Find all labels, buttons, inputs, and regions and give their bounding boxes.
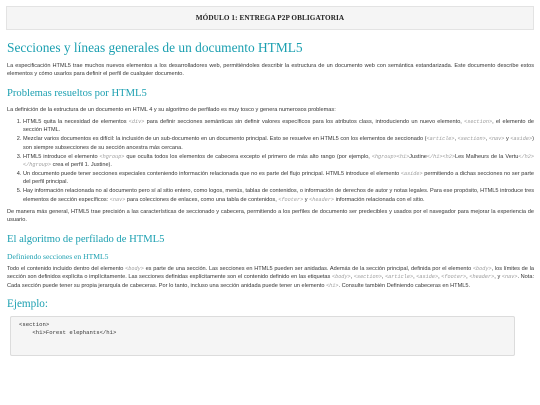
code-snippet: <section> (464, 119, 493, 125)
code-snippet: </h2></hgroup> (23, 153, 534, 169)
list-item: 2. Mezclar varios documentos es difícil: la inclusión de un sub-documento en un documento principal. Esto se resuelve en HTML5 con los elementos de seccionado (<article>, <section>, <nav> y <aside>) son siempre subsecciones de su sección ancestra más cercana. (23, 135, 534, 152)
code-snippet: <nav> (501, 274, 518, 281)
code-snippet: <footer> (278, 196, 304, 203)
code-snippet: <header> (469, 274, 495, 281)
code-snippet: <aside> (510, 136, 533, 143)
section-title-problems: Problemas resueltos por HTML5 (7, 87, 147, 99)
code-snippet: <div> (128, 119, 145, 125)
code-example-box (10, 316, 515, 356)
code-line: <h1>Forest elephants</h1> (19, 329, 117, 337)
problems-intro: La definición de la estructura de un documento en HTML 4 y su algoritmo de perfilado es muy tosco y genera numerosos problemas: (7, 106, 336, 113)
module-header-bar (6, 6, 534, 30)
code-snippet: <body> (125, 265, 144, 272)
code-snippet: <aside> (416, 274, 439, 281)
list-item: 3. HTML5 introduce el elemento <hgroup> que oculta todos los elementos de cabecera excepto el primero de más alto rango (por ejemplo, <hgroup><h1>Justine</h1><h2>Les Malheurs de la Vertu</h2></hgroup> crea el perfil 1. Justine). (23, 153, 534, 170)
problems-outro: De manera más general, HTML5 trae precisión a las características de seccionado y cabecera, permitiendo a los perfiles de documento ser predecibles y usados por el navegador para mejorar la experiencia de usuario. (7, 209, 534, 224)
section-title-algorithm: El algoritmo de perfilado de HTML5 (7, 233, 165, 245)
example-title: Ejemplo: (7, 297, 49, 310)
code-snippet: <h1> (326, 282, 339, 289)
code-line: <section> (19, 321, 50, 329)
problems-list (7, 118, 534, 204)
list-item: 1. HTML5 quita la necesidad de elementos <div> para definir secciones semánticas sin definir valores específicos para los atributos class, introduciendo un nuevo elemento, <section>, el elemento de sección HTML. (23, 118, 534, 135)
section-title-main: Secciones y líneas generales de un documento HTML5 (7, 40, 303, 55)
subsection-title-defining: Definiendo secciones en HTML5 (7, 251, 109, 261)
code-snippet: <header> (309, 196, 335, 203)
code-snippet: <body> (472, 265, 492, 272)
code-snippet: <section> (457, 136, 486, 143)
code-snippet: <aside> (400, 170, 423, 177)
defining-paragraph: Todo el contenido incluido dentro del elemento <body> es parte de una sección. Las secciones en HTML5 pueden ser anidadas. Además de la sección principal, definida por el elemento <body>, los límites de la sección son definidos explícita o implícitamente. Las secciones definidas explícitamente son el contenido definido en las etiquetas <body>, <section>, <article>, <aside>, <footer>, <header>, y <nav>. Nota: Cada sección puede tener su propia jerarquía de cabeceras. Por lo tanto, incluso una sección anidada puede tener un elemento <h1>. Consulte también Definiendo cabeceras en HTML5. (7, 265, 535, 289)
code-snippet: <hgroup><h1> (371, 153, 410, 160)
article-content (7, 34, 534, 356)
code-snippet: </h1><h2> (426, 153, 455, 160)
code-snippet: <article> (385, 274, 414, 281)
code-snippet: <body> (331, 274, 351, 281)
code-snippet: <hgroup> (99, 153, 125, 160)
module-title: MÓDULO 1: ENTREGA P2P OBLIGATORIA (195, 14, 345, 22)
intro-paragraph: La especificación HTML5 trae muchos nuevos elementos a los desarrolladores web, permitiéndoles describir la estructura de un documento web con semántica estandarizada. Este documento describe estos elementos y cómo usarlos para definir el perfil de cualquier documento. (7, 63, 534, 78)
code-snippet: <nav> (488, 136, 505, 143)
code-snippet: <footer> (441, 274, 467, 281)
code-snippet: <section> (353, 274, 382, 281)
list-item: 5. Hay información relacionada no al documento pero sí al sitio entero, como logos, menús, tablas de contenidos, o información de derechos de autor y notas legales. Para ese propósito, HTML5 introduce tres elementos de sección específicos: <nav> para colecciones de enlaces, como una tabla de contenidos, <footer> y <header> información relacionada con el sitio. (23, 187, 534, 204)
list-item: 4. Un documento puede tener secciones especiales conteniendo información relacionada que no es parte del flujo principal. HTML5 introduce el elemento <aside> permitiendo a dichas secciones no ser parte del perfil principal. (23, 170, 534, 187)
code-snippet: <nav> (109, 196, 126, 203)
code-snippet: <article> (426, 136, 455, 143)
